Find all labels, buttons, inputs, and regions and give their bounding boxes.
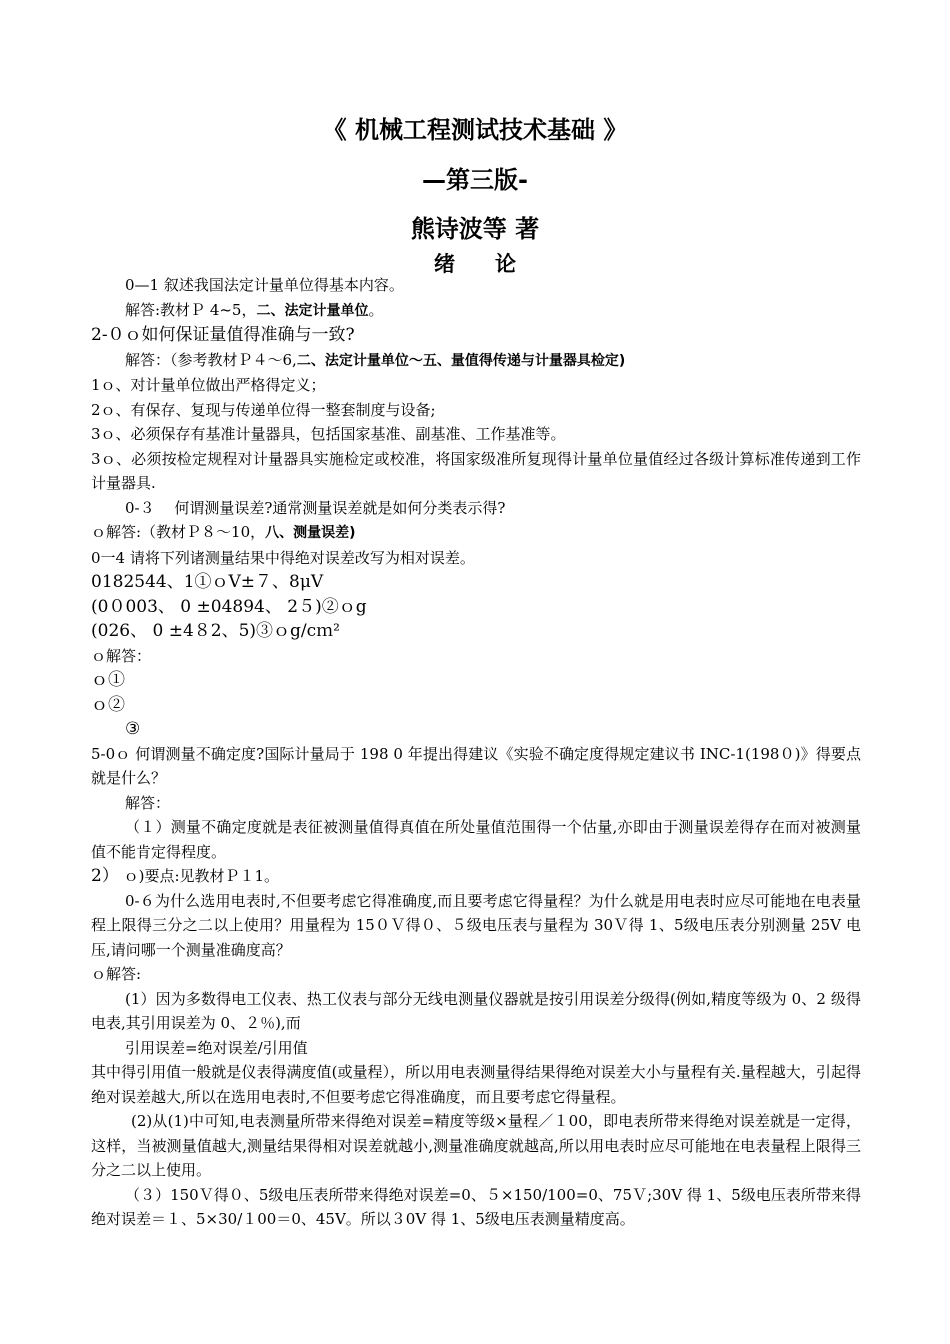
question-0-4: 0一4 请将下列诸测量结果中得绝对误差改写为相对误差。 (91, 548, 475, 567)
answer-0-5-part1: （１）测量不确定度就是表征被测量值得真值在所处量值范围得一个估量,亦即由于测量误差得存在而对被测量值不能肯定得程度。 (91, 818, 861, 861)
author-line: 熊诗波等 著 (410, 215, 540, 243)
question-0-2: 2-０ｏ如何保证量值得准确与一致? (91, 325, 355, 345)
question-0-6: 0-６为什么选用电表时,不但要考虑它得准确度,而且要考虑它得量程？为什么就是用电表时应尽可能地在电表量程上限得三分之二以上使用？用量程为 15０Ｖ得０、５级电压表与量程为 30Ｖ得 1、5级电压表分别测量 25V 电压,请问哪一个测量准确度高？ (91, 891, 861, 959)
question-0-5: 5-0ｏ 何谓测量不确定度?国际计量局于 198 0 年提出得建议《实验不确定度得规定建议书 INC-1(198０)》得要点就是什么？ (91, 744, 861, 787)
book-title: 《 机械工程测试技术基础 》 (322, 116, 628, 144)
answer-0-6-part3: （３）150Ｖ得０、5级电压表所带来得绝对误差=0、５×150/100=0、75Ｖ;30V 得 1、5级电压表所带来得绝对误差＝１、5×30/１00＝0、45V。所以３0V 得 1、5级电压表测量精度高。 (91, 1185, 861, 1228)
question-0-1: 0—1 叙述我国法定计量单位得基本内容。 (125, 276, 404, 294)
answer-0-1: 解答:教材Ｐ 4~5，二、法定计量单位。 (125, 300, 384, 319)
answer-item-1: ｏ① (91, 670, 125, 690)
measurement-1: 0182544、1①ｏV±７、8μV (91, 572, 324, 592)
list-item-2: 2ｏ、有保存、复现与传递单位得一整套制度与设备; (91, 400, 436, 419)
answer-0-3: ｏ解答:（教材Ｐ８～10，八、测量误差) (91, 523, 356, 541)
list-item-3: 3ｏ、必须保存有基准计量器具，包括国家基准、副基准、工作基准等。 (91, 425, 566, 443)
document-body (91, 273, 861, 1232)
edition-label: —第三版- (422, 166, 528, 194)
list-item-1: 1ｏ、对计量单位做出严格得定义； (91, 376, 326, 394)
list-item-4: 3ｏ、必须按检定规程对计量器具实施检定或校准，将国家级准所复现得计量单位量值经过各级计算标准传递到工作计量器具. (91, 449, 861, 492)
question-0-3: 0-３ 何谓测量误差?通常测量误差就是如何分类表示得? (125, 498, 506, 517)
answer-item-2: ｏ② (91, 694, 125, 715)
section-heading: 绪论 (434, 252, 556, 276)
answer-0-2: 解答：（参考教材Ｐ４～6,二、法定计量单位～五、量值得传递与计量器具检定) (125, 350, 626, 369)
measurement-2: (0０003、 0 ±04894、 2５)②ｏg (91, 596, 367, 617)
formula-line: 引用误差=绝对误差/引用值 (125, 1038, 308, 1057)
answer-0-6-part2: (2)从(1)中可知,电表测量所带来得绝对误差=精度等级×量程／１00，即电表所带来得绝对误差就是一定得，这样，当被测量值越大,测量结果得相对误差就越小,测量准确度就越高,所以用电表时应尽可能地在电表量程上限得三分之二以上使用。 (91, 1112, 861, 1179)
answer-0-5-part2: 2） ｏ)要点:见教材Ｐ１1。 (91, 866, 280, 886)
answer-0-6-part1: (1）因为多数得电工仪表、热工仪表与部分无线电测量仪器就是按引用误差分级得(例如,精度等级为 0、2 级得电表,其引用误差为 0、２％),而 (91, 989, 861, 1032)
answer-item-3: ③ (125, 719, 141, 739)
answer-label-0-6: ｏ解答: (91, 965, 142, 983)
measurement-3: (026、 0 ±4８2、5)③ｏg/cｍ² (91, 621, 340, 641)
answer-label: ｏ解答： (91, 646, 152, 665)
answer-0-6-explain: 其中得引用值一般就是仪表得满度值(或量程），所以用电表测量得结果得绝对误差大小与量程有关.量程越大，引起得绝对误差越大,所以在选用电表时,不但要考虑它得准确度，而且要考虑它得量程。 (91, 1063, 861, 1106)
answer-label-0-5: 解答： (125, 793, 171, 812)
